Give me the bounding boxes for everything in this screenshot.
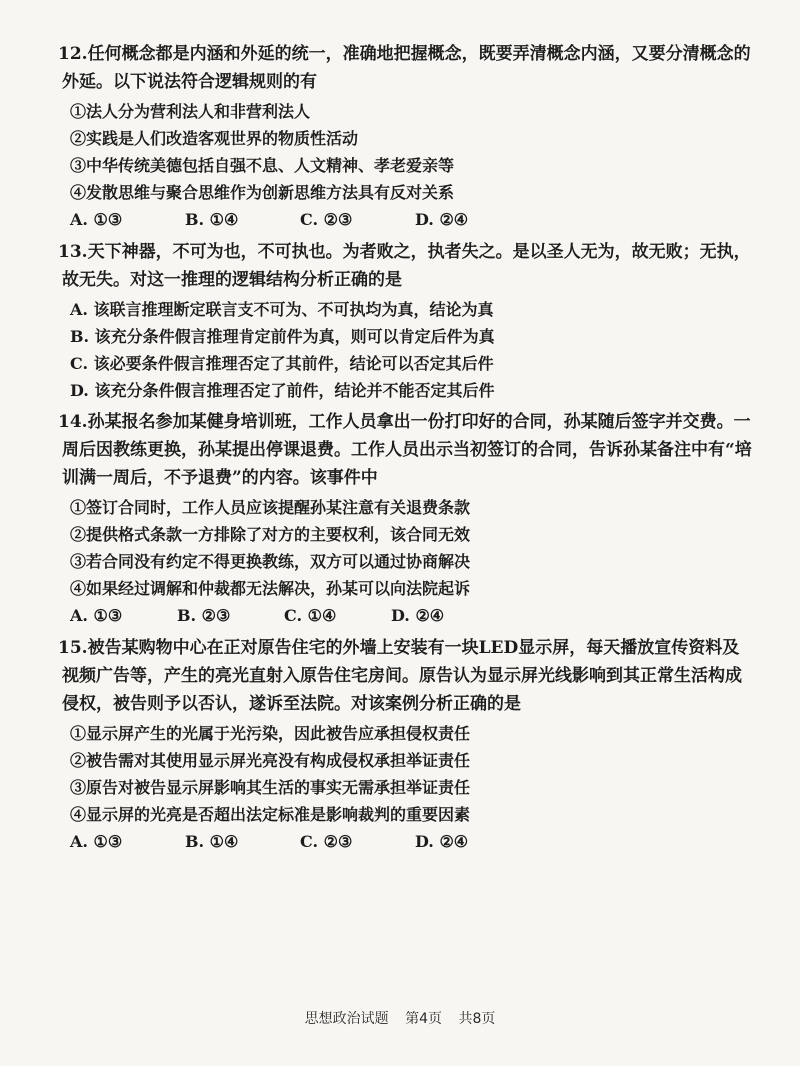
option-a: A. ①③ — [70, 210, 123, 229]
option-a: A. ①③ — [70, 832, 123, 851]
choice-a: A. 该联言推理断定联言支不可为、不可执均为真，结论为真 — [70, 300, 494, 319]
answer-options — [62, 828, 752, 856]
option-b: B. ①④ — [185, 210, 239, 229]
statement: ②被告需对其使用显示屏光亮没有构成侵权承担举证责任 — [70, 751, 471, 770]
statement: ④显示屏的光亮是否超出法定标准是影响裁判的重要因素 — [70, 805, 471, 824]
option-c: C. ①④ — [284, 606, 337, 625]
exam-content — [58, 40, 752, 860]
statement: ①签订合同时，工作人员应该提醒孙某注意有关退费条款 — [70, 498, 471, 517]
question-stem: 14.孙某报名参加某健身培训班，工作人员拿出一份打印好的合同，孙某随后签字并交费。一周后因教练更换，孙某提出停课退费。工作人员出示当初签订的合同，告诉孙某备注中有“培训满一周后，不予退费”的内容。该事件中 — [58, 412, 752, 488]
question-stem: 15.被告某购物中心在正对原告住宅的外墙上安装有一块LED显示屏，每天播放宣传资料及视频广告等，产生的亮光直射入原告住宅房间。原告认为显示屏光线影响到其正常生活构成侵权，被告则予以否认，遂诉至法院。对该案例分析正确的是 — [58, 638, 742, 714]
page-footer — [0, 1008, 800, 1028]
statement: ①显示屏产生的光属于光污染，因此被告应承担侵权责任 — [70, 724, 471, 743]
choice-d: D. 该充分条件假言推理否定了前件，结论并不能否定其后件 — [70, 381, 495, 400]
option-a: A. ①③ — [70, 606, 123, 625]
question-14 — [58, 408, 752, 630]
option-d: D. ②④ — [391, 606, 445, 625]
option-b: B. ②③ — [177, 606, 231, 625]
question-13 — [58, 238, 752, 404]
option-c: C. ②③ — [300, 210, 353, 229]
choice-b: B. 该充分条件假言推理肯定前件为真，则可以肯定后件为真 — [70, 327, 495, 346]
question-stem: 13.天下神器，不可为也，不可执也。为者败之，执者失之。是以圣人无为，故无败；无执，故无失。对这一推理的逻辑结构分析正确的是 — [58, 242, 751, 290]
footer-subject: 思想政治试题 — [304, 1011, 389, 1027]
option-d: D. ②④ — [415, 210, 469, 229]
statement: ④如果经过调解和仲裁都无法解决，孙某可以向法院起诉 — [70, 579, 471, 598]
statement: ①法人分为营利法人和非营利法人 — [70, 102, 311, 121]
question-stem: 12.任何概念都是内涵和外延的统一，准确地把握概念，既要弄清概念内涵，又要分清概念的外延。以下说法符合逻辑规则的有 — [58, 44, 751, 92]
statement: ③若合同没有约定不得更换教练，双方可以通过协商解决 — [70, 552, 471, 571]
footer-page-number: 第4页 — [405, 1011, 442, 1027]
answer-options — [62, 602, 752, 630]
option-b: B. ①④ — [185, 832, 239, 851]
statement: ②提供格式条款一方排除了对方的主要权利，该合同无效 — [70, 525, 471, 544]
choice-c: C. 该必要条件假言推理否定了其前件，结论可以否定其后件 — [70, 354, 494, 373]
statement: ③原告对被告显示屏影响其生活的事实无需承担举证责任 — [70, 778, 471, 797]
option-c: C. ②③ — [300, 832, 353, 851]
question-15 — [58, 634, 752, 856]
answer-options — [62, 206, 752, 234]
statement: ④发散思维与聚合思维作为创新思维方法具有反对关系 — [70, 183, 455, 202]
option-d: D. ②④ — [415, 832, 469, 851]
question-12 — [58, 40, 752, 234]
footer-total-pages: 共8页 — [458, 1011, 496, 1027]
statement: ③中华传统美德包括自强不息、人文精神、孝老爱亲等 — [70, 156, 455, 175]
statement: ②实践是人们改造客观世界的物质性活动 — [70, 129, 359, 148]
